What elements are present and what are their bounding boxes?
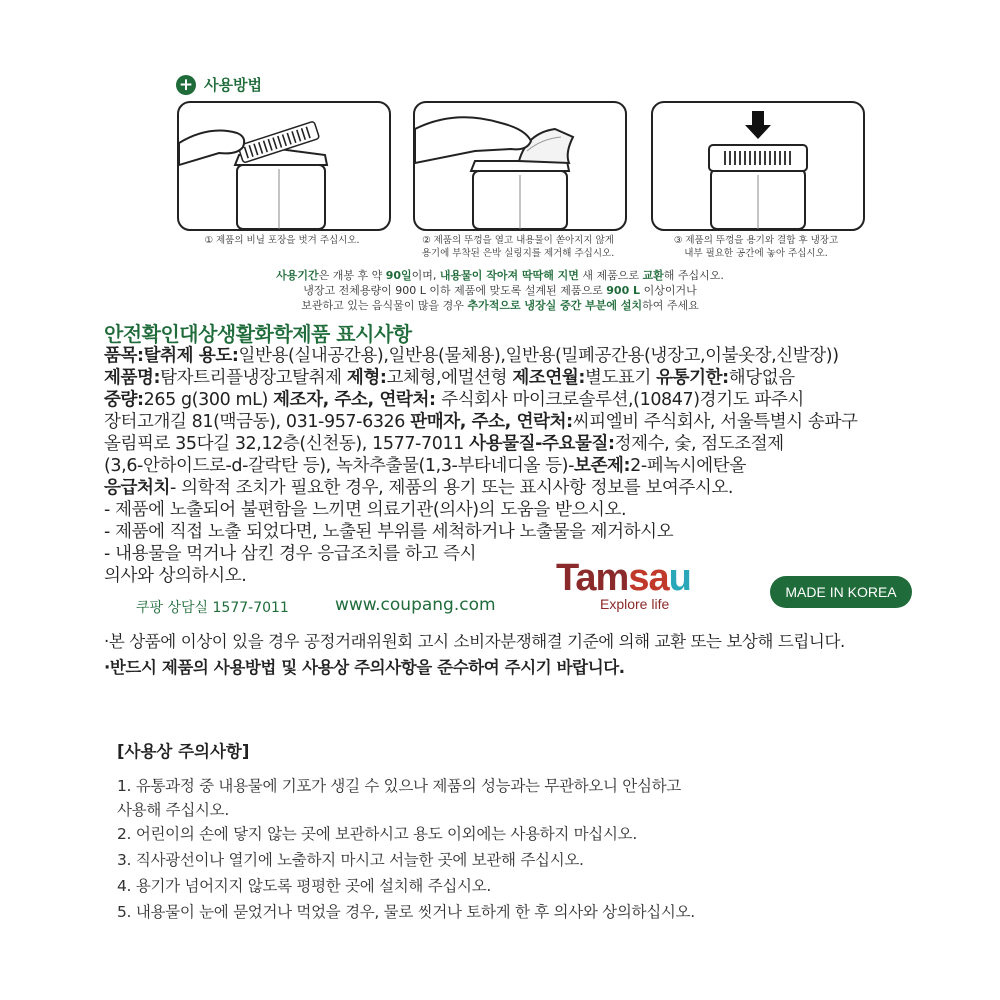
notice-exchange: ·본 상품에 이상이 있을 경우 공정거래위원회 고시 소비자분쟁해결 기준에 의해 교환 또는 보상해 드립니다. — [104, 632, 845, 651]
step-1-caption: ① 제품의 비닐 포장을 벗겨 주십시오. — [204, 235, 360, 246]
usage-period-line-1: 사용기간은 개봉 후 약 90일이며, 내용물이 작아져 딱딱해 지면 새 제품으로 교환해 주십시오. — [276, 269, 724, 282]
website-link[interactable]: www.coupang.com — [335, 595, 496, 615]
label-line-11: 의사와 상의하시오. — [104, 566, 247, 586]
made-in-korea-badge: MADE IN KOREA — [770, 576, 912, 608]
usage-title: 사용방법 — [204, 76, 262, 94]
caution-item: 2. 어린이의 손에 닿지 않는 곳에 보관하시고 용도 이외에는 사용하지 마십시오. — [117, 825, 637, 843]
step-3-illustration — [651, 101, 865, 231]
caution-item: 5. 내용물이 눈에 묻었거나 먹었을 경우, 물로 씻거나 토하게 한 후 의사와 상의하십시오. — [117, 903, 695, 921]
caution-item: 사용해 주십시오. — [117, 801, 229, 819]
safety-label-body — [104, 345, 954, 587]
label-line-9: - 제품에 직접 노출 되었다면, 노출된 부위를 세척하거나 노출물을 제거하시오 — [104, 522, 674, 542]
notice-comply: ·반드시 제품의 사용방법 및 사용상 주의사항을 준수하여 주시기 바랍니다. — [104, 658, 625, 677]
caution-title: [사용상 주의사항] — [117, 742, 250, 761]
brand-tagline: Explore life — [600, 596, 670, 612]
usage-section-header — [176, 74, 262, 95]
label-line-4: 장터고개길 81(맥금동), 031-957-6326 판매자, 주소, 연락처:씨피엘비 주식회사, 서울특별시 송파구 — [104, 412, 858, 432]
label-line-7: 응급처치- 의학적 조치가 필요한 경우, 제품의 용기 또는 표시사항 정보를 보여주시오. — [104, 478, 734, 498]
usage-period-line-2: 냉장고 전체용량이 900 L 이하 제품에 맞도록 설계된 제품으로 900 L 이상이거나 — [303, 284, 697, 297]
caution-item: 4. 용기가 넘어지지 않도록 평평한 곳에 설치해 주십시오. — [117, 877, 492, 895]
safety-label-title: 안전확인대상생활화학제품 표시사항 — [104, 322, 412, 346]
label-line-2: 제품명:탐자트리플냉장고탈취제 제형:고체형,에멀션형 제조연월:별도표기 유통기한:해당없음 — [104, 368, 795, 388]
usage-period-line-3: 보관하고 있는 음식물이 많을 경우 추가적으로 냉장실 중간 부분에 설치하여 주세요 — [301, 299, 699, 312]
label-line-8: - 제품에 노출되어 불편함을 느끼면 의료기관(의사)의 도움을 받으시오. — [104, 500, 627, 520]
label-line-1: 품목:탈취제 용도:일반용(실내공간용),일반용(물체용),일반용(밀폐공간용(냉장고,이불옷장,신발장)) — [104, 346, 839, 366]
step-3-caption: ③ 제품의 뚜껑을 용기와 결합 후 냉장고 내부 필요한 공간에 놓아 주십시오. — [673, 235, 839, 259]
label-line-3: 중량:265 g(300 mL) 제조자, 주소, 연락처: 주식회사 마이크로솔루션,(10847)경기도 파주시 — [104, 390, 804, 410]
customer-service-phone: 쿠팡 상담실 1577-7011 — [136, 600, 289, 616]
step-2-illustration — [413, 101, 627, 231]
caution-item: 3. 직사광선이나 열기에 노출하지 마시고 서늘한 곳에 보관해 주십시오. — [117, 851, 584, 869]
step-1-illustration — [177, 101, 391, 231]
label-line-6: (3,6-안하이드로-d-갈락탄 등), 녹차추출물(1,3-부타네디올 등)-보존제:2-페녹시에탄올 — [104, 456, 746, 476]
caution-item: 1. 유통과정 중 내용물에 기포가 생길 수 있으나 제품의 성능과는 무관하오니 안심하고 — [117, 777, 681, 795]
brand-logo: Tamsau — [556, 557, 691, 599]
label-line-10: - 내용물을 먹거나 삼킨 경우 응급조치를 하고 즉시 — [104, 544, 477, 564]
step-2-caption: ② 제품의 뚜껑을 열고 내용물이 쏟아지지 않게 용기에 부착된 은박 실링지를 제거해 주십시오. — [421, 235, 615, 259]
label-line-5: 올림픽로 35다길 32,12층(신천동), 1577-7011 사용물질-주요물질:정제수, 숯, 점도조절제 — [104, 434, 784, 454]
plus-icon: + — [176, 75, 196, 95]
